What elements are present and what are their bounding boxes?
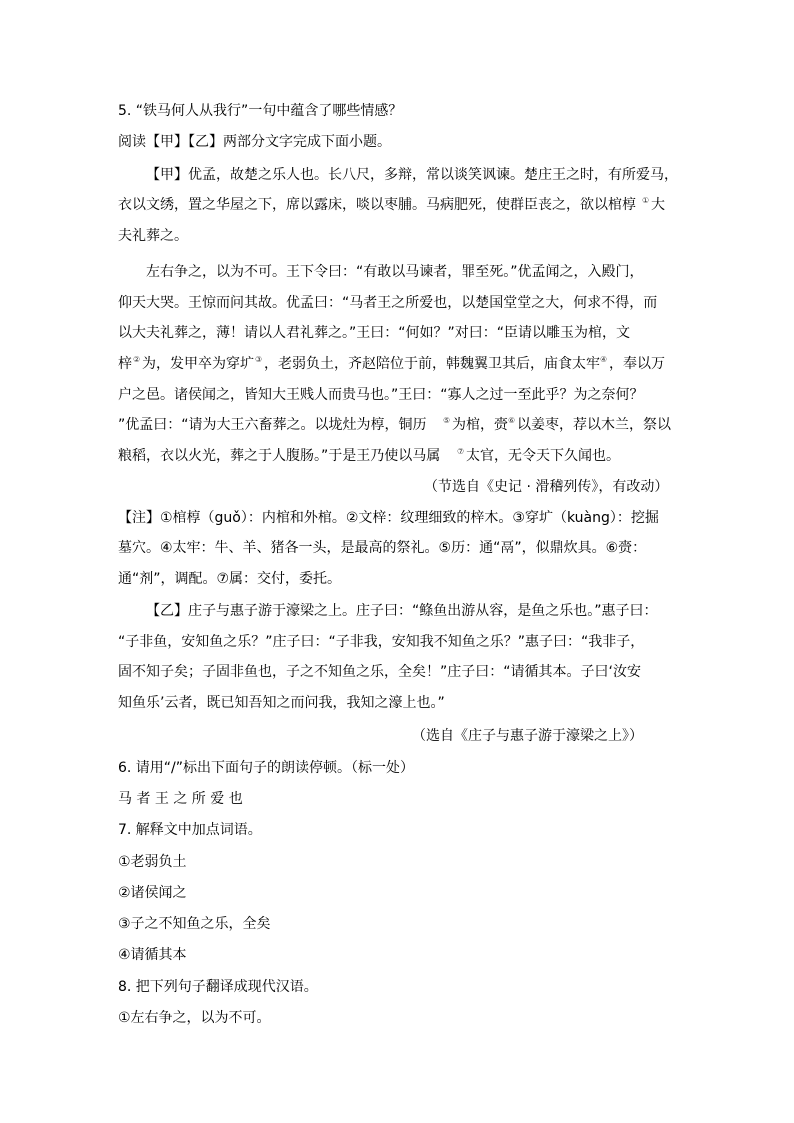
question-5: 5. “铁马何人从我行”一句中蕴含了哪些情感？: [118, 103, 403, 119]
footnote-marker-4: ④: [600, 355, 608, 364]
jia-line-1: 【甲】优孟，故楚之乐人也。长八尺，多辩，常以谈笑讽谏。楚庄王之时，有所爱马，: [146, 167, 678, 183]
yi-line-4: 知鱼乐’云者，既已知吾知之而问我，我知之濠上也。”: [118, 695, 445, 711]
jia-line-3: 夫礼葬之。: [118, 228, 188, 244]
question-7: 7. 解释文中加点词语。: [118, 822, 262, 838]
jia-line-9a: ”优孟曰：“请为大王六畜葬之。以垅灶为椁，铜历: [118, 417, 427, 433]
yi-line-2: “子非鱼，安知鱼之乐？”庄子曰：“子非我，安知我不知鱼之乐？”惠子曰：“我非子，: [118, 634, 645, 650]
notes-line-3: 通“剂”，调配。⑦属：交付，委托。: [118, 571, 342, 587]
notes-line-1: 【注】①棺椁（guǒ）：内棺和外棺。②文梓：纹理细致的梓木。③穿圹（kuàng）：挖掘: [118, 510, 659, 526]
jia-source: （节选自《史记 · 滑稽列传》，有改动）: [424, 479, 669, 495]
jia-line-7b: 为，发甲卒为穿圹: [142, 356, 254, 372]
footnote-marker-1: ①: [642, 196, 650, 205]
footnote-marker-3: ③: [255, 355, 263, 364]
question-8-item-1: ①左右争之，以为不可。: [118, 1010, 271, 1026]
question-7-item-3: ③子之不知鱼之乐，全矣: [118, 916, 271, 932]
jia-line-7c: ，老弱负土，齐赵陪位于前，韩魏翼卫其后，庙食太牢: [264, 356, 600, 372]
footnote-marker-5: ⑤: [443, 416, 451, 425]
notes-line-2: 墓穴。④太牢：牛、羊、猪各一头，是最高的祭礼。⑤历：通“鬲”，似鼎炊具。⑥赍：: [118, 540, 647, 556]
jia-line-10b: 太官，无令天下久闻也。: [466, 448, 620, 464]
question-8: 8. 把下列句子翻译成现代汉语。: [118, 979, 318, 995]
question-6-sentence: 马 者 王 之 所 爱 也: [118, 791, 243, 807]
yi-line-1: 【乙】庄子与惠子游于濠梁之上。庄子曰：“鲦鱼出游从容，是鱼之乐也。”惠子曰：: [146, 603, 658, 619]
question-7-item-4: ④请循其本: [118, 947, 187, 963]
jia-line-9b: 为棺，赍: [452, 417, 508, 433]
yi-source: （选自《庄子与惠子游于濠梁之上》）: [412, 728, 643, 744]
jia-line-2: 衣以文绣，置之华屋之下，席以露床，啖以枣脯。马病肥死，使群臣丧之，欲以棺椁: [118, 197, 636, 213]
footnote-marker-2: ②: [133, 355, 141, 364]
jia-line-10a: 粮稻，衣以火光，葬之于人腹肠。”于是王乃使以马属: [118, 448, 441, 464]
question-7-item-1: ①老弱负土: [118, 854, 187, 870]
jia-line-9c: 以姜枣，荐以木兰，祭以: [517, 417, 671, 433]
jia-line-7d: ，奉以万: [609, 356, 665, 372]
reading-instruction: 阅读【甲】【乙】两部分文字完成下面小题。: [118, 134, 391, 150]
jia-line-7a: 梓: [118, 356, 132, 372]
jia-line-2-end: 大: [651, 197, 665, 213]
jia-line-8: 户之邑。诸侯闻之，皆知大王贱人而贵马也。”王曰：“寡人之过一至此乎？为之奈何？: [118, 387, 644, 403]
jia-line-4: 左右争之，以为不可。王下令曰：“有敢以马谏者，罪至死。”优孟闻之，入殿门，: [146, 264, 644, 280]
footnote-marker-7: ⑦: [457, 447, 465, 456]
jia-line-5: 仰天大哭。王惊而问其故。优孟曰：“马者王之所爱也，以楚国堂堂之大，何求不得，而: [118, 295, 658, 311]
footnote-marker-6: ⑥: [508, 416, 516, 425]
yi-line-3: 固不知子矣；子固非鱼也，子之不知鱼之乐，全矣！”庄子曰：“请循其本。子曰‘汝安: [118, 664, 641, 680]
question-7-item-2: ②诸侯闻之: [118, 885, 187, 901]
jia-line-6: 以大夫礼葬之，薄！请以人君礼葬之。”王曰：“何如？”对曰：“臣请以雕玉为棺，文: [118, 325, 631, 341]
question-6: 6. 请用“/”标出下面句子的朗读停顿。（标一处）: [118, 760, 415, 776]
